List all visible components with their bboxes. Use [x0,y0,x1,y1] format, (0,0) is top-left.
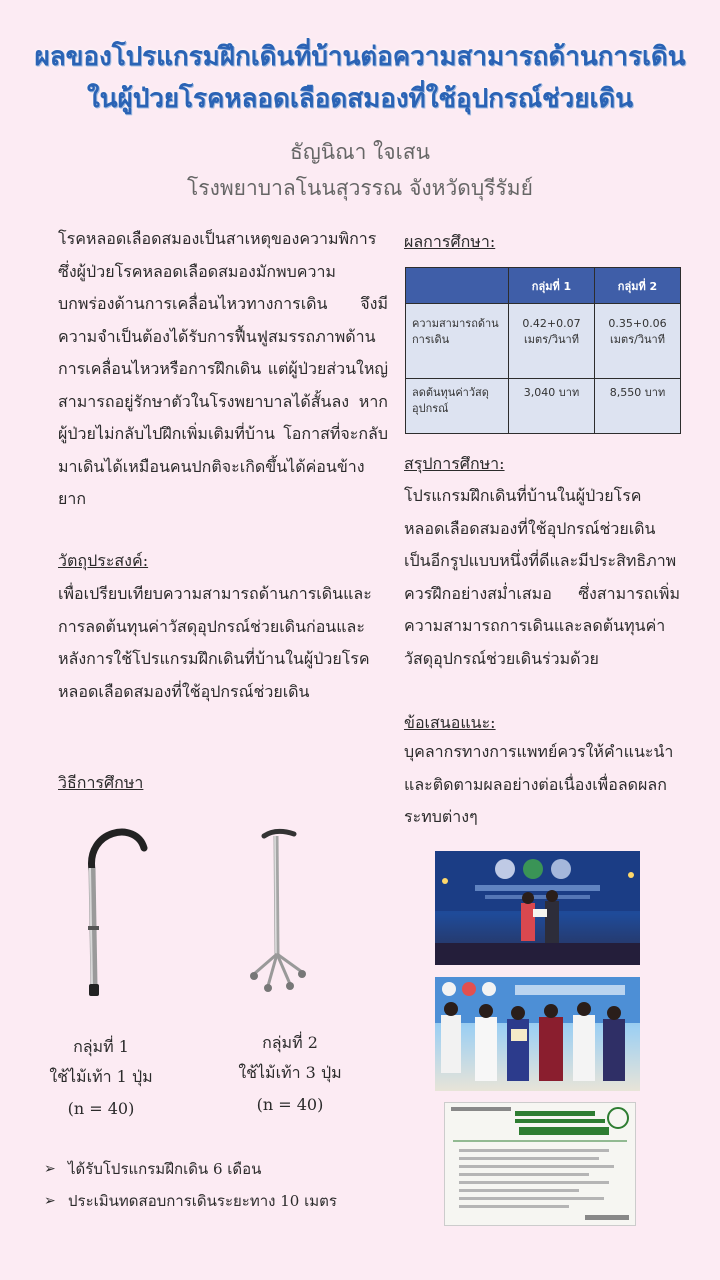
group1-caption [36,1032,166,1124]
arrow-bullet-icon: ➢ [44,1161,56,1177]
quad-cane-image [246,826,322,1006]
table-header-cell [406,268,509,304]
group1-name: กลุ่มที่ 1 [73,1037,129,1056]
group2-value: 8,550 บาท [595,379,681,434]
group2-n: (n = 40) [256,1095,324,1114]
row-label: ความสามารถด้านการเดิน [406,304,509,379]
recommendation-heading: ข้อเสนอแนะ: [404,713,496,732]
results-table [405,267,681,434]
group1-n: (n = 40) [67,1099,135,1118]
method-bullet-text: ได้รับโปรแกรมฝึกเดิน 6 เดือน [68,1160,262,1178]
journal-publication-image [444,1102,636,1226]
row-label: ลดต้นทุนค่าวัสดุอุปกรณ์ [406,379,509,434]
author-name: ธัญนิณา ใจเสน [290,140,430,164]
table-header-cell: กลุ่มที่ 1 [509,268,595,304]
affiliation: โรงพยาบาลโนนสุวรรณ จังหวัดบุรีรัมย์ [187,176,533,200]
method-bullet-text: ประเมินทดสอบการเดินระยะทาง 10 เมตร [68,1192,337,1210]
arrow-bullet-icon: ➢ [44,1193,56,1209]
objective-heading: วัตถุประสงค์: [58,551,149,570]
summary-heading: สรุปการศึกษา: [404,454,505,473]
table-header-row [406,268,681,304]
poster-title-line2: ในผู้ป่วยโรคหลอดเลือดสมองที่ใช้อุปกรณ์ช่วยเดิน [86,84,634,114]
group1-value: 0.42+0.07 เมตร/วินาที [509,304,595,379]
method-bullet [44,1157,261,1181]
group2-device: ใช้ไม้เท้า 3 ปุ่ม [238,1063,342,1082]
group2-value: 0.35+0.06 เมตร/วินาที [595,304,681,379]
group1-value: 3,040 บาท [509,379,595,434]
intro-paragraph: โรคหลอดเลือดสมองเป็นสาเหตุของความพิการ ซึ่งผู้ป่วยโรคหลอดเลือดสมองมักพบความบกพร่องด้านการเคลื่อนไหวทางการเดิน จึงมีความจำเป็นต้องได้รับการฟื้นฟูสมรรถภาพด้านการเคลื่อนไหวหรือการฝึกเดิน แต่ผู้ป่วยส่วนใหญ่สามารถอยู่รักษาตัวในโรงพยาบาลได้สั้นลง หากผู้ป่วยไม่กลับไปฝึกเพิ่มเติมที่บ้าน โอกาสที่จะกลับมาเดินได้เหมือนคนปกติจะเกิดขึ้นได้ค่อนข้างยาก [58,229,388,508]
summary-text: โปรแกรมฝึกเดินที่บ้านในผู้ป่วยโรคหลอดเลือดสมองที่ใช้อุปกรณ์ช่วยเดินเป็นอีกรูปแบบหนึ่งที่ดีและมีประสิทธิภาพ ควรฝึกอย่างสม่ำเสมอ ซึ่งสามารถเพิ่มความสามารถการเดินและลดต้นทุนค่าวัสดุอุปกรณ์ช่วยเดินร่วมด้วย [404,486,680,668]
group2-name: กลุ่มที่ 2 [262,1033,318,1052]
table-row [406,379,681,434]
poster-title-line1: ผลของโปรแกรมฝึกเดินที่บ้านต่อความสามารถด้านการเดิน [34,42,686,72]
conference-stage-photo [435,851,640,965]
group-award-photo [435,977,640,1091]
table-header-cell: กลุ่มที่ 2 [595,268,681,304]
method-bullet [44,1189,337,1213]
table-row [406,304,681,379]
method-heading: วิธีการศึกษา [58,773,144,792]
group2-caption [222,1028,358,1120]
results-heading: ผลการศึกษา: [404,232,496,251]
single-tip-cane-image [78,818,158,1003]
objective-text: เพื่อเปรียบเทียบความสามารถด้านการเดินและการลดต้นทุนค่าวัสดุอุปกรณ์ช่วยเดินก่อนและหลังการใช้โปรแกรมฝึกเดินที่บ้านในผู้ป่วยโรคหลอดเลือดสมองที่ใช้อุปกรณ์ช่วยเดิน [58,584,372,701]
group1-device: ใช้ไม้เท้า 1 ปุ่ม [49,1067,153,1086]
recommendation-text: บุคลากรทางการแพทย์ควรให้คำแนะนำ และติดตามผลอย่างต่อเนื่องเพื่อลดผลกระทบต่างๆ [404,742,674,826]
